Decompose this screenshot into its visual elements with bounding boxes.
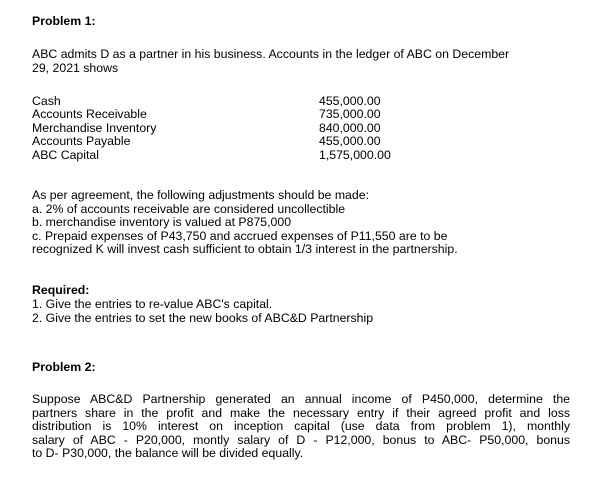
problem-2-line: Suppose ABC&D Partnership generated an annual income of P450,000, determine the — [32, 392, 570, 406]
adjustment-line: As per agreement, the following adjustments should be made: — [32, 188, 369, 202]
required-heading: Required: — [32, 283, 90, 297]
problem-1-heading: Problem 1: — [32, 14, 96, 28]
problem-1-intro — [32, 48, 509, 75]
ledger-amount: 735,000.00 — [319, 107, 381, 122]
ledger-account-name: Merchandise Inventory — [32, 120, 157, 135]
problem-2-line: distribution is 10% interest on inception capital (use data from problem 1), monthly — [32, 419, 570, 433]
problem-2-line: to D- P30,000, the balance will be divided equally. — [32, 446, 304, 460]
ledger-amounts — [319, 95, 391, 162]
adjustment-line: a. 2% of accounts receivable are considered uncollectible — [32, 201, 346, 216]
ledger-amount: 455,000.00 — [319, 94, 381, 108]
intro-line: 29, 2021 shows — [32, 60, 119, 75]
adjustment-line: recognized K will invest cash sufficient to obtain 1/3 interest in the partnership. — [32, 242, 458, 257]
adjustment-line: c. Prepaid expenses of P43,750 and accrued expenses of P11,550 are to be — [32, 228, 448, 243]
ledger-amount: 1,575,000.00 — [319, 147, 391, 162]
adjustments-block — [32, 189, 458, 257]
problem-2-line: salary of ABC - P20,000, montly salary of D - P12,000, bonus to ABC- P50,000, bonus — [32, 432, 570, 447]
required-list — [32, 298, 373, 325]
ledger-amount: 455,000.00 — [319, 134, 381, 149]
problem-2-line: partners share in the profit and make the necessary entry if their agreed profit and loss — [32, 405, 570, 420]
ledger-account-name: Cash — [32, 94, 61, 108]
problem-2-body — [32, 393, 570, 461]
ledger-account-name: Accounts Payable — [32, 134, 131, 149]
ledger-accounts — [32, 95, 156, 162]
required-item: 2. Give the entries to set the new books of ABC&D Partnership — [32, 310, 374, 325]
intro-line: ABC admits D as a partner in his business. Accounts in the ledger of ABC on December — [32, 47, 510, 61]
problem-2-heading: Problem 2: — [32, 360, 96, 374]
required-item: 1. Give the entries to re-value ABC's capital. — [32, 297, 273, 311]
ledger-account-name: ABC Capital — [32, 147, 99, 162]
ledger-amount: 840,000.00 — [319, 120, 381, 135]
adjustment-line: b. merchandise inventory is valued at P875,000 — [32, 215, 292, 230]
ledger-account-name: Accounts Receivable — [32, 107, 147, 122]
